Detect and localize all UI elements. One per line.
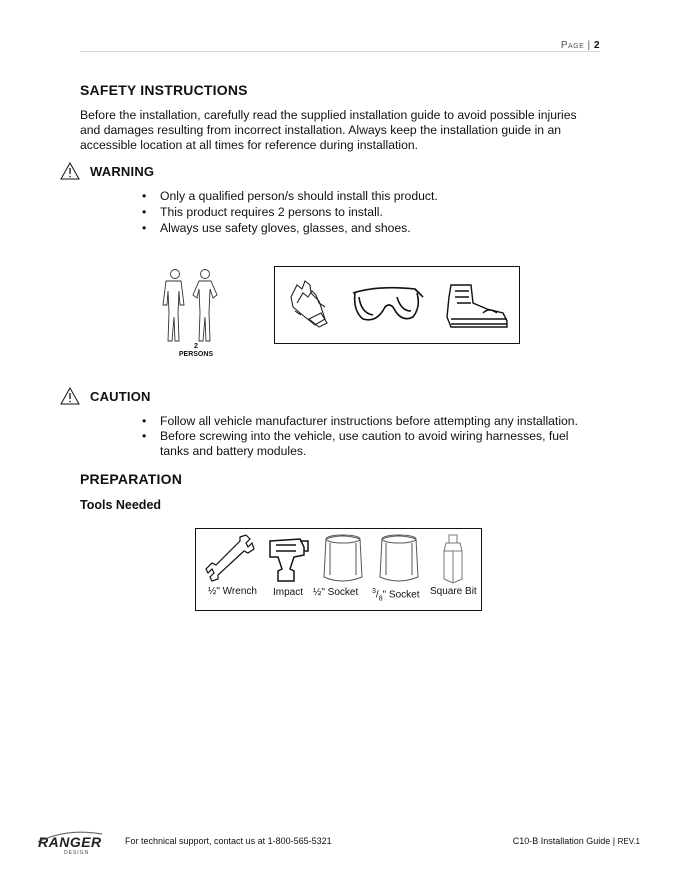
caution-triangle-icon — [60, 387, 80, 405]
persons-word: PERSONS — [178, 351, 214, 358]
safety-boot-icon — [447, 285, 507, 327]
tools-needed-title: Tools Needed — [80, 498, 162, 512]
fraction-denominator: 8 — [378, 595, 383, 603]
square-bit-icon — [444, 535, 462, 583]
logo-text: RANGER — [38, 834, 102, 850]
tool-label-square-bit: Square Bit — [430, 586, 477, 597]
safety-glasses-icon — [353, 288, 423, 320]
warning-heading — [60, 162, 154, 180]
impact-driver-icon — [270, 539, 308, 581]
caution-label: CAUTION — [90, 388, 151, 404]
wrench-icon — [206, 535, 254, 581]
preparation-title: PREPARATION — [80, 471, 183, 487]
fraction-numerator: 3 — [372, 588, 376, 595]
guide-title: C10-B Installation Guide | REV.1 — [512, 836, 640, 846]
caution-heading — [60, 387, 151, 405]
list-item: • Always use safety gloves, glasses, and shoes. — [140, 220, 590, 236]
tool-label-half-socket: ½" Socket — [313, 587, 359, 598]
revision: REV.1 — [617, 837, 640, 846]
warning-label: WARNING — [90, 163, 155, 179]
support-contact: For technical support, contact us at 1-800-565-5321 — [125, 836, 332, 846]
list-item: • Follow all vehicle manufacturer instructions before attempting any installation. — [140, 413, 590, 429]
safety-intro: Before the installation, carefully read the supplied installation guide to avoid possible injuries and damages resulting from incorrect installation. Always keep the installation guide in an accessible location at all times for reference during installation. — [80, 108, 577, 152]
gloves-icon — [291, 281, 327, 327]
tools-box — [195, 528, 482, 611]
list-item: • Only a qualified person/s should install this product. — [140, 188, 590, 204]
tool-label-three-eighths-socket: $^3/_8$" Socket — [372, 588, 420, 603]
socket-suffix: " Socket — [382, 589, 420, 601]
list-item: • This product requires 2 persons to install. — [140, 204, 590, 220]
warning-triangle-icon — [60, 162, 80, 180]
three-eighths-socket-icon — [380, 535, 418, 581]
guide-name: C10-B Installation Guide — [512, 836, 611, 846]
tool-label-wrench: ½" Wrench — [208, 586, 257, 597]
ranger-design-logo — [36, 828, 106, 858]
ppe-illustration-box — [274, 266, 520, 344]
persons-count: 2 — [194, 343, 198, 350]
ppe-icons — [275, 267, 518, 342]
half-inch-socket-icon — [324, 535, 362, 581]
tool-label-impact: Impact — [273, 587, 304, 598]
safety-title: SAFETY INSTRUCTIONS — [80, 82, 248, 98]
list-item: • Before screwing into the vehicle, use caution to avoid wiring harnesses, fuel tanks and battery modules. — [140, 429, 590, 459]
logo-subtext: DESIGN — [64, 850, 90, 856]
header-divider — [80, 51, 600, 52]
page-prefix: Page — [560, 40, 585, 51]
persons-caption — [172, 343, 220, 359]
page-number-label: Page | 2 — [560, 40, 600, 51]
caution-list — [140, 413, 590, 459]
warning-list — [140, 188, 590, 236]
page-number: 2 — [593, 40, 600, 51]
